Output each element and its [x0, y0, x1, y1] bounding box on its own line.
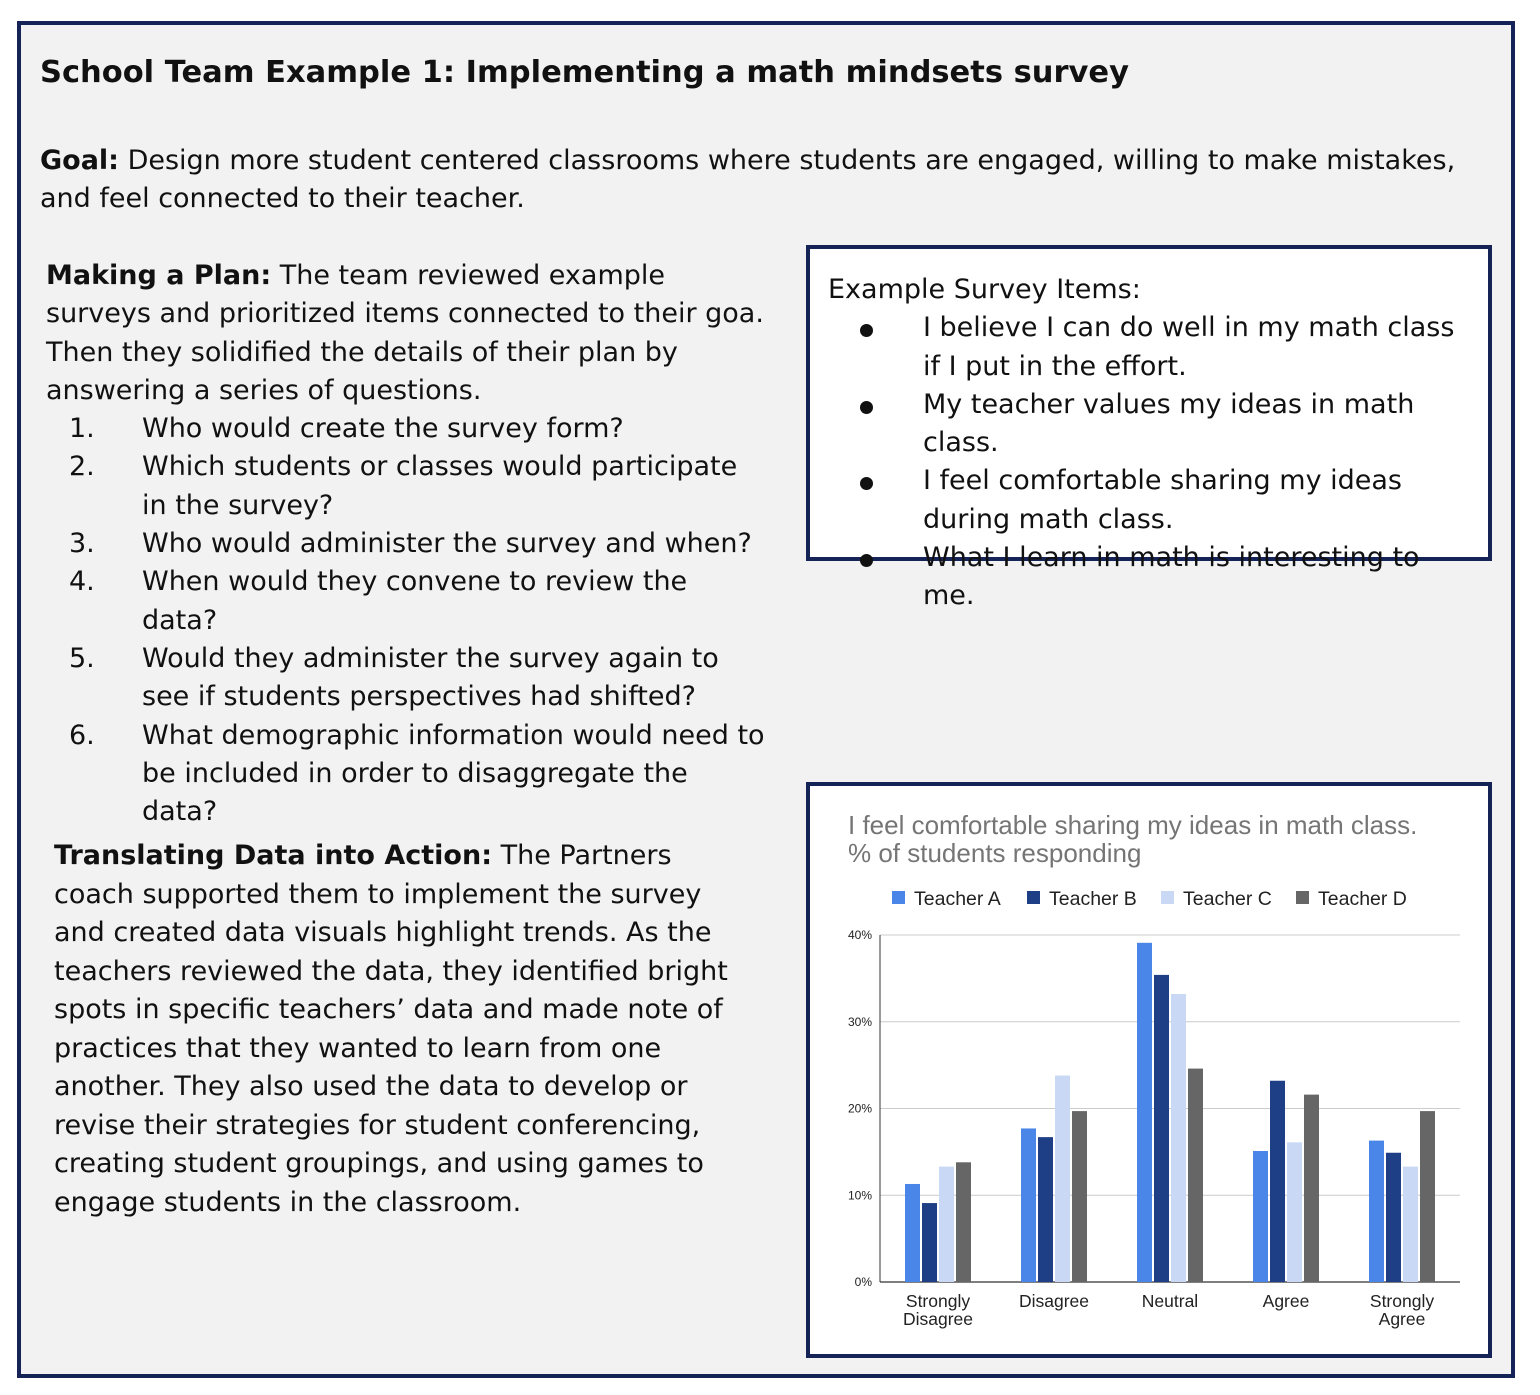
action-text: The Partners coach supported them to implement the survey and created data visuals highlight trends. As the teachers reviewed the data, they identified bright spots in specific teachers’ data and made note of practices that they wanted to learn from one another. They also used the data to develop or revise their strategies for student conferencing, creating student groupings, and using games to engage students in the classroom.: [54, 840, 728, 1218]
bar: [1072, 1111, 1087, 1282]
plan-text: The team reviewed example surveys and prioritized items connected to their goa. Then they solidified the details of their plan by answering a series of questions.: [46, 260, 764, 406]
bar: [1287, 1142, 1302, 1282]
bullet-icon: [860, 324, 873, 337]
survey-heading: Example Survey Items:: [828, 274, 1141, 305]
question-text: Who would administer the survey and when?: [142, 528, 752, 560]
survey-item: [828, 539, 1472, 616]
making-a-plan-section: [46, 257, 766, 831]
bar: [1304, 1095, 1319, 1282]
survey-item-text: My teacher values my ideas in math class.: [923, 388, 1415, 459]
bar-chart: [810, 786, 1488, 1354]
content-frame: [17, 21, 1515, 1378]
survey-item: [828, 386, 1472, 463]
legend-swatch: [1296, 891, 1309, 904]
survey-item-list: [828, 309, 1472, 615]
y-tick-label: 20%: [847, 1101, 872, 1116]
plan-question: [46, 448, 766, 525]
goal-label: Goal:: [40, 145, 119, 176]
bar: [1188, 1069, 1203, 1282]
survey-item-text: I believe I can do well in my math class if I put in the effort.: [923, 312, 1455, 382]
survey-items-box: [806, 245, 1492, 612]
bar: [1403, 1167, 1418, 1282]
y-tick-label: 10%: [847, 1188, 872, 1203]
bar: [1154, 975, 1169, 1282]
y-axis-ticks: [848, 928, 872, 1289]
survey-item: [828, 462, 1472, 539]
x-category-label: Agree: [1262, 1291, 1310, 1311]
bar: [939, 1167, 954, 1282]
x-category-label: Strongly Disagree: [902, 1291, 974, 1329]
chart-subtitle: % of students responding: [848, 838, 1142, 868]
bar: [1253, 1151, 1268, 1282]
bar: [922, 1203, 937, 1282]
question-text: Which students or classes would participate in the survey?: [142, 451, 738, 521]
legend-label: Teacher B: [1049, 888, 1137, 910]
question-text: Would they administer the survey again to see if students perspectives had shifted?: [142, 642, 719, 713]
legend-label: Teacher D: [1318, 888, 1407, 910]
legend-swatch: [892, 891, 905, 904]
legend-label: Teacher C: [1183, 888, 1272, 910]
x-category-label: Neutral: [1141, 1291, 1199, 1311]
bar: [1055, 1076, 1070, 1282]
question-number: 6.: [69, 719, 95, 751]
translating-data-section: [54, 837, 744, 1222]
bar: [1369, 1141, 1384, 1282]
survey-item-text: What I learn in math is interesting to me.: [923, 542, 1420, 612]
question-number: 5.: [69, 642, 95, 674]
legend-label: Teacher A: [914, 888, 1001, 910]
y-tick-label: 30%: [847, 1014, 872, 1029]
chart-box: [806, 782, 1492, 1358]
goal-paragraph: [40, 142, 1500, 218]
goal-text: Design more student centered classrooms where students are engaged, willing to make mistakes, and feel connected to their teacher.: [40, 145, 1456, 214]
plan-question: [46, 640, 766, 717]
plan-question: [46, 525, 766, 563]
bar: [1137, 943, 1152, 1282]
bar: [905, 1184, 920, 1282]
bar: [1021, 1128, 1036, 1282]
question-text: When would they convene to review the data?: [142, 566, 688, 636]
survey-item: [828, 309, 1472, 386]
plan-question-list: [46, 410, 766, 831]
bar: [1270, 1081, 1285, 1282]
bullet-icon: [860, 554, 873, 567]
bar: [1420, 1111, 1435, 1282]
question-number: 2.: [69, 451, 95, 483]
y-tick-label: 0%: [854, 1275, 872, 1289]
bar: [956, 1162, 971, 1282]
legend-swatch: [1027, 891, 1040, 904]
question-number: 1.: [69, 413, 95, 445]
bar: [1038, 1137, 1053, 1282]
action-label: Translating Data into Action:: [54, 840, 492, 871]
bar: [1386, 1153, 1401, 1282]
bar: [1171, 994, 1186, 1282]
plan-intro: [46, 257, 766, 410]
plan-label: Making a Plan:: [46, 260, 272, 291]
x-axis-categories: [903, 1291, 1434, 1329]
plan-question: [46, 717, 766, 832]
chart-title: I feel comfortable sharing my ideas in math class.: [848, 810, 1418, 840]
question-number: 4.: [69, 566, 95, 598]
chart-bars: [905, 943, 1435, 1282]
bullet-icon: [860, 401, 873, 414]
question-text: Who would create the survey form?: [142, 413, 624, 445]
plan-question: [46, 410, 766, 448]
x-category-label: Strongly Agree: [1369, 1291, 1435, 1329]
question-number: 3.: [69, 528, 95, 560]
chart-legend: [892, 888, 1407, 910]
x-category-label: Disagree: [1018, 1291, 1090, 1311]
legend-swatch: [1161, 891, 1174, 904]
plan-question: [46, 563, 766, 640]
survey-item-text: I feel comfortable sharing my ideas during math class.: [923, 465, 1402, 535]
question-text: What demographic information would need to be included in order to disaggregate the data?: [142, 719, 765, 828]
bullet-icon: [860, 477, 873, 490]
page-title: School Team Example 1: Implementing a math mindsets survey: [40, 55, 1129, 90]
y-tick-label: 40%: [847, 928, 872, 942]
